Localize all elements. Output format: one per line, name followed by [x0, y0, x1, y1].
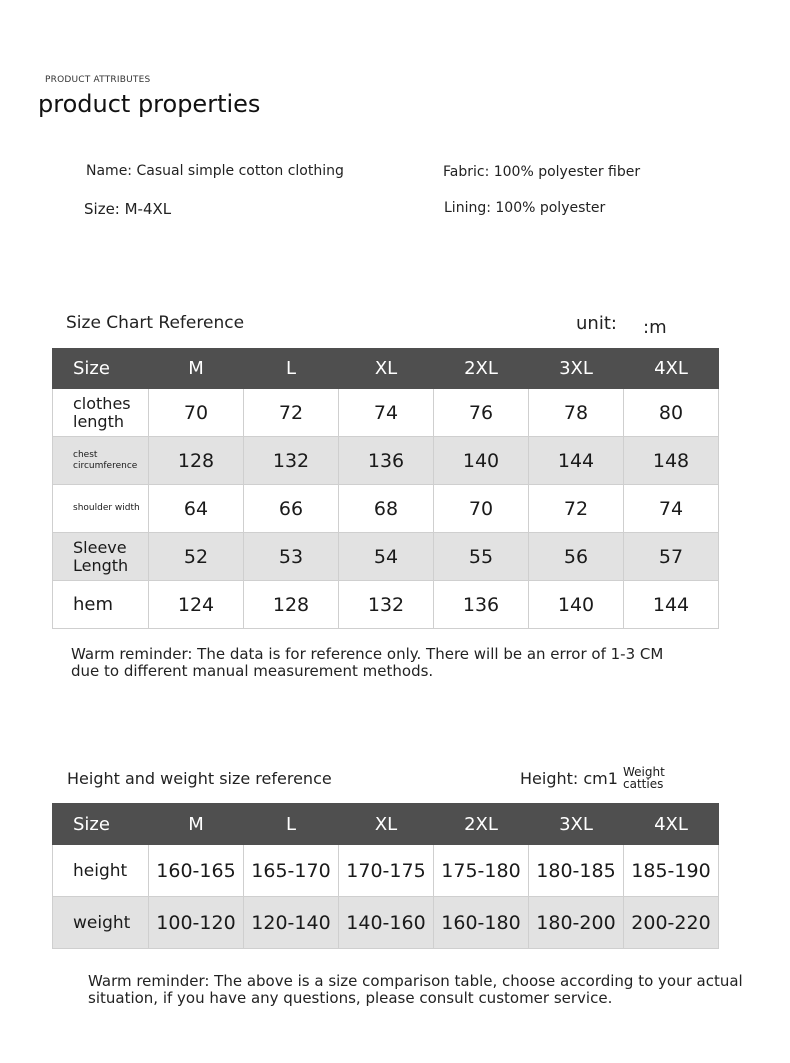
- table-cell: 80: [624, 389, 719, 437]
- table-header-row: [53, 349, 719, 389]
- column-header: 3XL: [529, 349, 624, 389]
- property-lining: Lining: 100% polyester: [444, 200, 606, 216]
- column-header: L: [244, 349, 339, 389]
- table-cell: 124: [149, 581, 244, 629]
- height-weight-table: [52, 803, 719, 949]
- table-cell: 74: [624, 485, 719, 533]
- row-label: clothes length: [53, 389, 149, 437]
- table-cell: 72: [529, 485, 624, 533]
- table-cell: 140: [434, 437, 529, 485]
- row-label: height: [53, 845, 149, 897]
- table-cell: 136: [339, 437, 434, 485]
- table-cell: 165-170: [244, 845, 339, 897]
- property-size: Size: M-4XL: [84, 200, 172, 218]
- column-header: 4XL: [624, 804, 719, 845]
- table-cell: 160-165: [149, 845, 244, 897]
- column-header: Size: [53, 349, 149, 389]
- table-row: [53, 485, 719, 533]
- table-header-row: [53, 804, 719, 845]
- table-cell: 54: [339, 533, 434, 581]
- table-cell: 144: [624, 581, 719, 629]
- table-cell: 148: [624, 437, 719, 485]
- table-cell: 57: [624, 533, 719, 581]
- row-label: chest circumference: [53, 437, 149, 485]
- table-row: [53, 581, 719, 629]
- table-cell: 160-180: [434, 897, 529, 949]
- table-cell: 56: [529, 533, 624, 581]
- table-cell: 53: [244, 533, 339, 581]
- table-cell: 136: [434, 581, 529, 629]
- unit-value: :m: [643, 317, 667, 338]
- table-cell: 72: [244, 389, 339, 437]
- column-header: L: [244, 804, 339, 845]
- row-label: Sleeve Length: [53, 533, 149, 581]
- property-fabric: Fabric: 100% polyester fiber: [443, 164, 641, 180]
- table-cell: 64: [149, 485, 244, 533]
- height-unit-label: Height: cm1: [520, 769, 618, 788]
- table-cell: 52: [149, 533, 244, 581]
- weight-unit-label: Weight catties: [623, 765, 665, 791]
- row-label: hem: [53, 581, 149, 629]
- page-title: product properties: [38, 90, 261, 118]
- table-cell: 170-175: [339, 845, 434, 897]
- table-row: [53, 389, 719, 437]
- table-cell: 128: [149, 437, 244, 485]
- table-cell: 180-185: [529, 845, 624, 897]
- table-row: [53, 845, 719, 897]
- column-header: 2XL: [434, 804, 529, 845]
- section-eyebrow: PRODUCT ATTRIBUTES: [45, 75, 151, 85]
- property-name: Name: Casual simple cotton clothing: [86, 163, 344, 179]
- row-label: weight: [53, 897, 149, 949]
- unit-label: unit:: [576, 313, 617, 334]
- table-cell: 180-200: [529, 897, 624, 949]
- row-label: shoulder width: [53, 485, 149, 533]
- table-cell: 144: [529, 437, 624, 485]
- table-cell: 100-120: [149, 897, 244, 949]
- column-header: 3XL: [529, 804, 624, 845]
- table-cell: 175-180: [434, 845, 529, 897]
- table-cell: 55: [434, 533, 529, 581]
- table-row: [53, 437, 719, 485]
- column-header: Size: [53, 804, 149, 845]
- table-row: [53, 897, 719, 949]
- column-header: XL: [339, 349, 434, 389]
- column-header: XL: [339, 804, 434, 845]
- table-cell: 70: [149, 389, 244, 437]
- table-cell: 70: [434, 485, 529, 533]
- table-cell: 132: [339, 581, 434, 629]
- table-cell: 140: [529, 581, 624, 629]
- height-weight-note: Warm reminder: The above is a size comparison table, choose according to your actual situation, if you have any questions, please consult customer service.: [88, 972, 743, 1007]
- table-cell: 132: [244, 437, 339, 485]
- table-cell: 120-140: [244, 897, 339, 949]
- table-cell: 128: [244, 581, 339, 629]
- column-header: 4XL: [624, 349, 719, 389]
- size-chart-table: [52, 348, 719, 629]
- column-header: M: [149, 804, 244, 845]
- height-weight-title: Height and weight size reference: [67, 769, 332, 788]
- table-cell: 76: [434, 389, 529, 437]
- table-row: [53, 533, 719, 581]
- table-cell: 200-220: [624, 897, 719, 949]
- table-cell: 68: [339, 485, 434, 533]
- table-cell: 78: [529, 389, 624, 437]
- size-chart-title: Size Chart Reference: [66, 313, 245, 333]
- column-header: M: [149, 349, 244, 389]
- table-cell: 74: [339, 389, 434, 437]
- table-cell: 66: [244, 485, 339, 533]
- table-cell: 140-160: [339, 897, 434, 949]
- table-cell: 185-190: [624, 845, 719, 897]
- column-header: 2XL: [434, 349, 529, 389]
- size-chart-note: Warm reminder: The data is for reference only. There will be an error of 1-3 CM due to different manual measurement methods.: [71, 645, 664, 680]
